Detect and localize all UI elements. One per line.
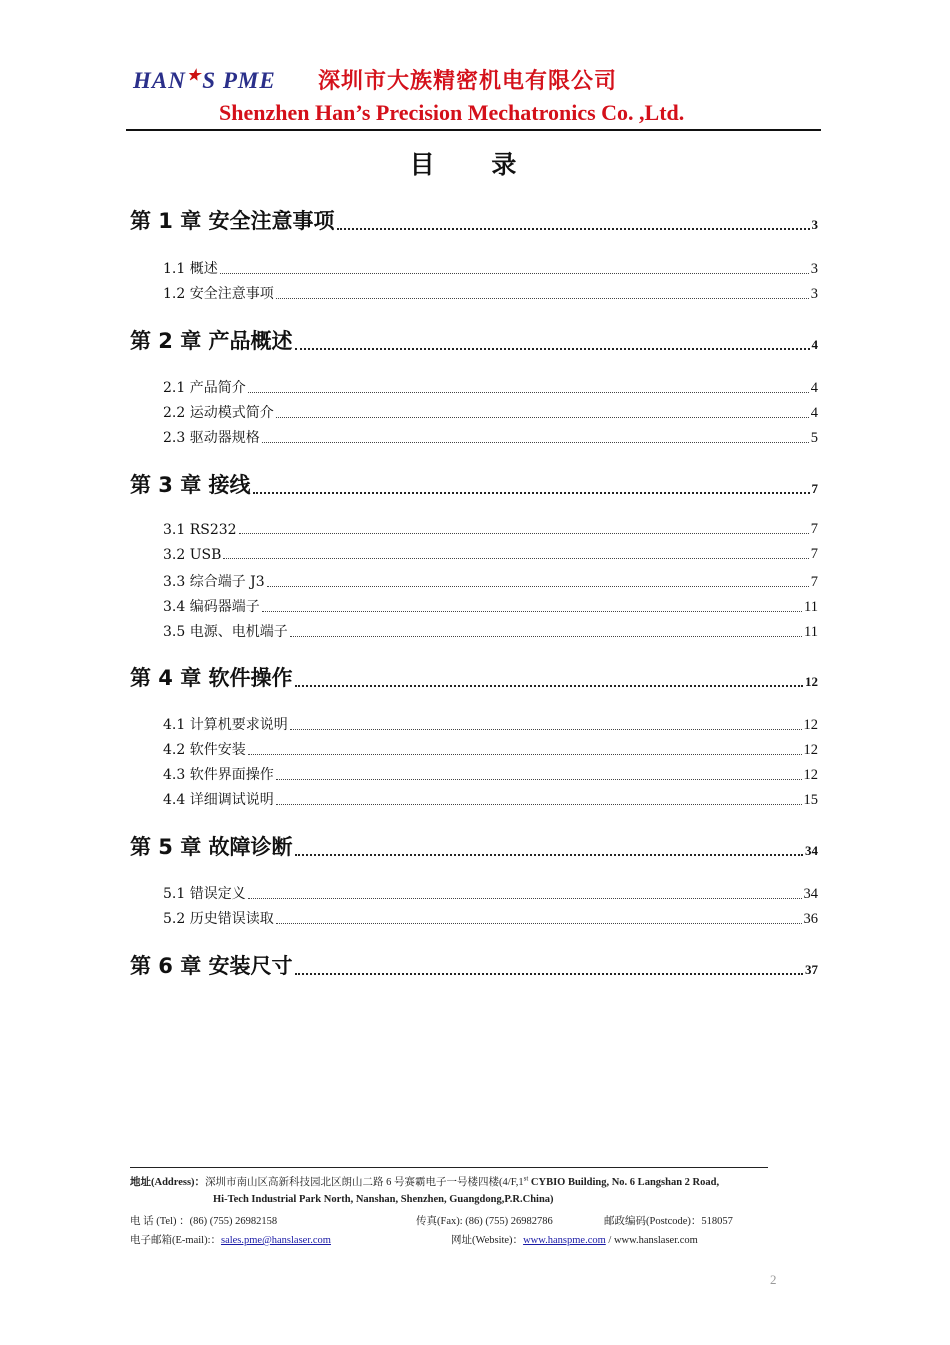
toc-section-2-2[interactable]: 2.2 运动模式简介 4 [163, 405, 818, 421]
toc-section-5-2[interactable]: 5.2 历史错误读取 36 [163, 911, 818, 927]
toc-section-4-1[interactable]: 4.1 计算机要求说明 12 [163, 717, 818, 733]
page-title: 目 录 [409, 150, 541, 179]
toc-section-3-3[interactable]: 3.3 综合端子 J3 7 [163, 574, 818, 590]
toc-chapter-5[interactable]: 第 5 章 故障诊断 34 [130, 835, 818, 859]
toc-chapter-2[interactable]: 第 2 章 产品概述 4 [130, 329, 818, 353]
toc-section-4-2[interactable]: 4.2 软件安装 12 [163, 742, 818, 758]
footer-address-en: Hi-Tech Industrial Park North, Nanshan, Shenzhen, Guangdong,P.R.China) [213, 1194, 554, 1205]
footer-fax: 传真(Fax): (86) (755) 26982786 [416, 1216, 553, 1227]
footer-website: 网址(Website)：www.hanspme.com / www.hanslaser.com [451, 1235, 698, 1246]
footer-tel: 电 话 (Tel) ：(86) (755) 26982158 [130, 1216, 278, 1227]
toc-section-2-1[interactable]: 2.1 产品简介 4 [163, 380, 818, 396]
footer-postcode: 邮政编码(Postcode)：518057 [604, 1216, 733, 1227]
toc-section-4-4[interactable]: 4.4 详细调试说明 15 [163, 792, 818, 808]
footer-address: 地址(Address)：深圳市南山区高新科技园北区朗山二路 6 号赛霸电子一号楼四楼(4/F,1st CYBIO Building, No. 6 Langshan 2 Road, [130, 1174, 720, 1188]
footer-email: 电子邮箱(E-mail):：sales.pme@hanslaser.com [130, 1235, 331, 1246]
toc-chapter-1[interactable]: 第 1 章 安全注意事项 3 [130, 209, 818, 233]
toc-chapter-3[interactable]: 第 3 章 接线 7 [130, 473, 818, 497]
company-name-en: Shenzhen Han’s Precision Mechatronics Co. ,Ltd. [219, 100, 685, 125]
toc-section-3-5[interactable]: 3.5 电源、电机端子 11 [163, 624, 818, 640]
toc-chapter-4[interactable]: 第 4 章 软件操作 12 [130, 666, 818, 690]
toc-section-3-4[interactable]: 3.4 编码器端子 11 [163, 599, 818, 615]
toc-chapter-6[interactable]: 第 6 章 安装尺寸 37 [130, 954, 818, 978]
toc-section-3-1[interactable]: 3.1 RS232 7 [163, 521, 818, 538]
toc-section-1-2[interactable]: 1.2 安全注意事项 3 [163, 286, 818, 302]
toc-section-2-3[interactable]: 2.3 驱动器规格 5 [163, 430, 818, 446]
toc-section-4-3[interactable]: 4.3 软件界面操作 12 [163, 767, 818, 783]
email-link[interactable]: sales.pme@hanslaser.com [220, 1235, 331, 1246]
website-link-hanspme[interactable]: www.hanspme.com [523, 1235, 606, 1246]
toc-section-1-1[interactable]: 1.1 概述 3 [163, 261, 818, 277]
logo-star-icon: ★ [186, 68, 202, 84]
footer-divider [130, 1167, 768, 1168]
toc-section-3-2[interactable]: 3.2 USB 7 [163, 546, 818, 563]
hans-pme-logo: HAN★S PME [133, 68, 276, 93]
website-text-hanslaser: www.hanslaser.com [613, 1235, 698, 1246]
company-name-cn: 深圳市大族精密机电有限公司 [318, 69, 618, 94]
page-number: 2 [770, 1272, 777, 1287]
toc-section-5-1[interactable]: 5.1 错误定义 34 [163, 886, 818, 902]
